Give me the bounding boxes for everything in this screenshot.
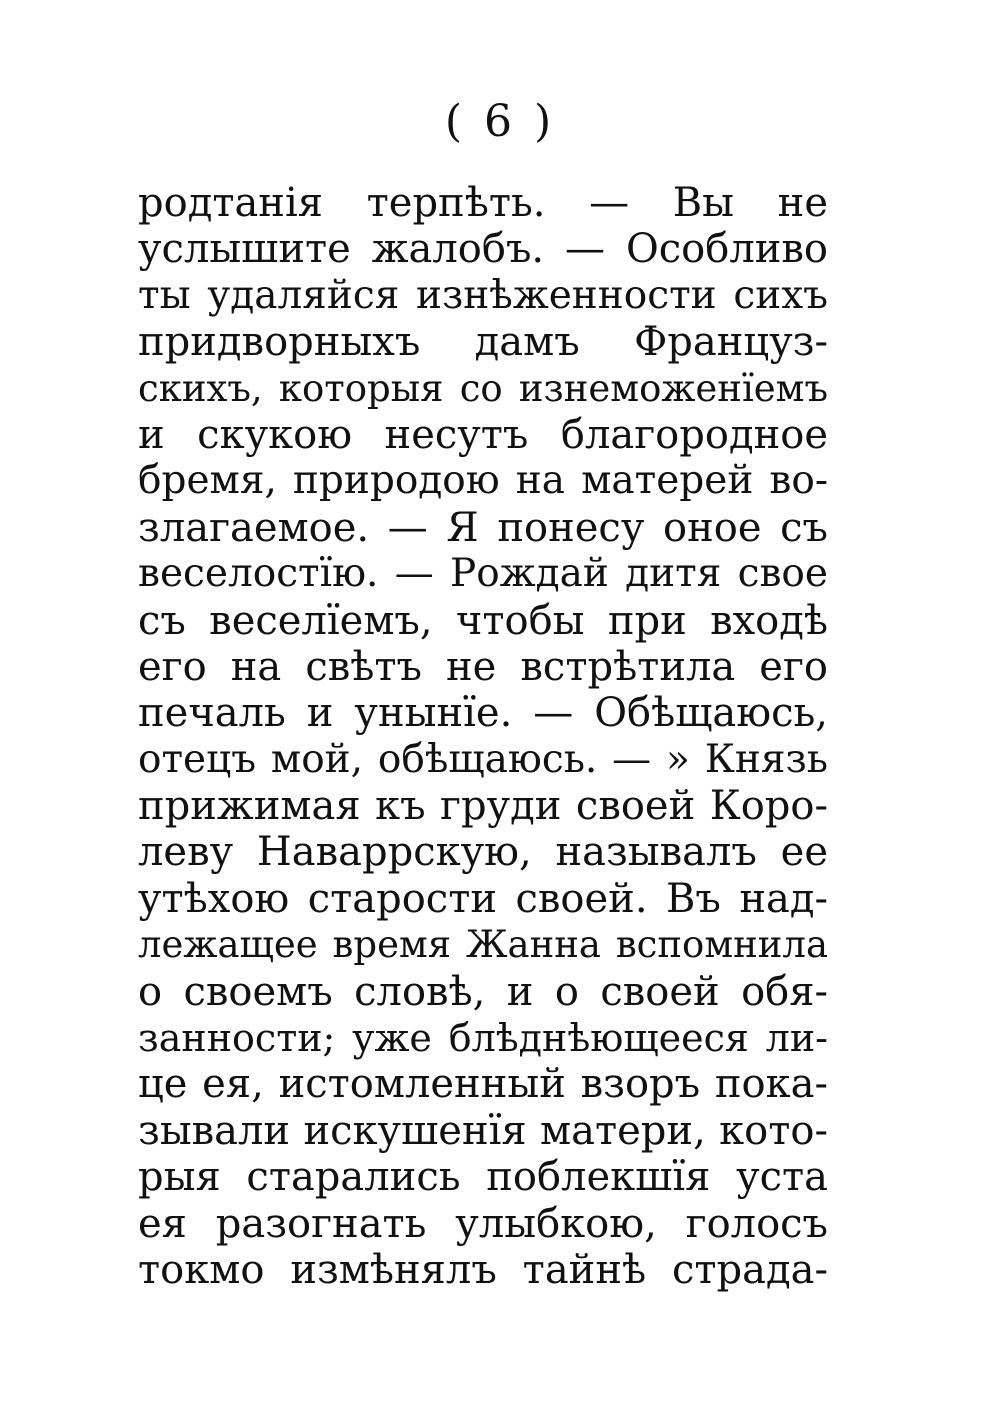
text-line: бремя, природою на матерей во- (138, 458, 828, 504)
text-line: рыя старались поблекшїя уста (138, 1154, 828, 1201)
text-line: токмо измѣнялъ тайнѣ страда- (138, 1246, 828, 1293)
text-line: отецъ мой, обѣщаюсь. — » Князь (138, 736, 828, 782)
text-line: придворныхъ дамъ Француз- (138, 319, 828, 366)
text-line: прижимая къ груди своей Коро- (138, 783, 828, 830)
body-text (138, 180, 828, 1293)
text-line: ты удаляйся изнѣженности сихъ (138, 272, 828, 318)
text-line: о своемъ словѣ, и о своей обя- (138, 968, 828, 1015)
text-line: леву Наваррскую, называлъ ее (138, 829, 828, 876)
text-line: родтанія терпѣть. — Вы не (138, 180, 828, 226)
text-line: лежащее время Жанна вспомнила (138, 923, 828, 967)
text-line: ея разогнать улыбкою, голосъ (138, 1200, 828, 1247)
text-line: и скукою несутъ благородное (138, 411, 828, 458)
text-line: печаль и унынїе. — Обѣщаюсь, (138, 690, 828, 737)
page-number: ( 6 ) (444, 96, 556, 147)
text-line: утѣхою старости своей. Въ над- (138, 875, 828, 922)
text-line: зывали искушенїя матери, кото- (138, 1107, 828, 1154)
text-line: услышите жалобъ. — Особливо (138, 226, 828, 273)
text-line: веселостїю. — Рождай дитя свое (138, 551, 828, 597)
text-line: съ веселїемъ, чтобы при входѣ (138, 597, 828, 644)
text-line: злагаемое. — Я понесу оное съ (138, 504, 828, 551)
text-line: скихъ, которыя со изнеможенїемъ (138, 366, 828, 410)
text-line: занности; уже блѣднѣющееся ли- (138, 1016, 828, 1061)
text-line: его на свѣтъ не встрѣтила его (138, 643, 828, 690)
text-line: це ея, истомленный взоръ пока- (138, 1061, 828, 1108)
